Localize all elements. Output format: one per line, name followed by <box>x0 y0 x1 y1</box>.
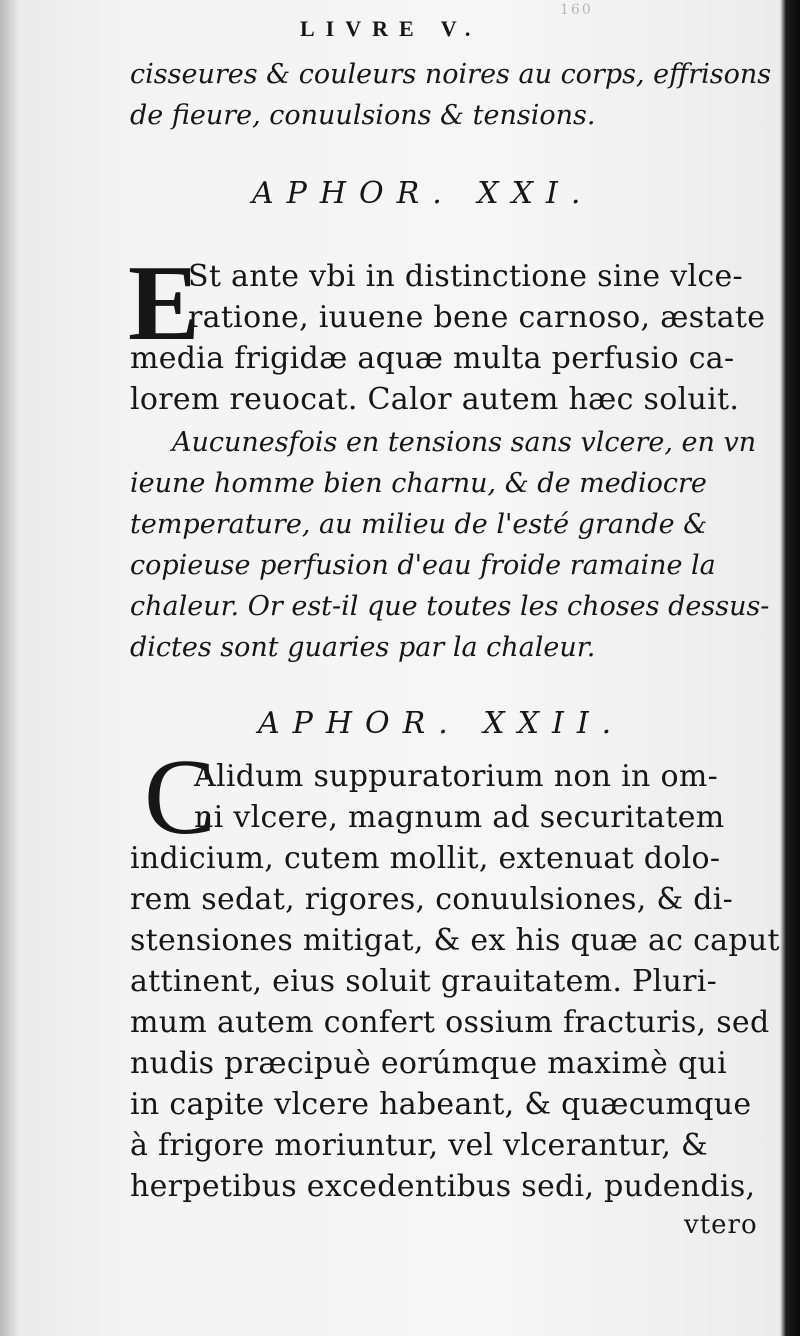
text-line: nudis præcipuè eorúmque maximè qui <box>130 1046 727 1081</box>
aphorism-heading-21: APHOR. XXI. <box>252 176 594 211</box>
text-line: stensiones mitigat, & ex his quæ ac caput <box>130 923 780 958</box>
french-text-21 <box>130 422 770 668</box>
text-line: indicium, cutem mollit, extenuat dolo- <box>130 841 721 876</box>
folio-number: 160 <box>560 2 593 18</box>
aphorism-heading-22: APHOR. XXII. <box>258 706 625 741</box>
opening-french-text <box>130 54 772 136</box>
text-line: copieuse perfusion d'eau froide ramaine la <box>130 550 716 581</box>
text-line: lorem reuocat. Calor autem hæc soluit. <box>130 382 740 417</box>
text-line: à frigore moriuntur, vel vlcerantur, & <box>130 1128 709 1163</box>
drop-cap-c: C <box>144 738 217 857</box>
latin-text-22 <box>130 756 780 1207</box>
text-line: in capite vlcere habeant, & quæcumque <box>130 1087 752 1122</box>
text-line: herpetibus excedentibus sedi, pudendis, <box>130 1169 756 1204</box>
text-line: cisseures & couleurs noires au corps, effrisons <box>130 59 772 90</box>
page-edge-shadow <box>0 0 18 1336</box>
text-line: mum autem confert ossium fracturis, sed <box>130 1005 770 1040</box>
latin-text-21 <box>128 244 766 420</box>
text-line: attinent, eius soluit grauitatem. Pluri- <box>130 964 718 999</box>
running-head: LIVRE V. <box>300 16 482 41</box>
drop-cap-e: E <box>128 244 201 363</box>
text-line: rem sedat, rigores, conuulsiones, & di- <box>130 882 734 917</box>
text-line: media frigidæ aquæ multa perfusio ca- <box>130 341 735 376</box>
text-line: ieune homme bien charnu, & de mediocre <box>130 468 707 499</box>
text-line: St ante vbi in distinctione sine vlce- <box>188 259 743 294</box>
text-line: dictes sont guaries par la chaleur. <box>130 632 596 663</box>
text-line: ni vlcere, magnum ad securitatem <box>194 800 725 835</box>
text-line: Aucunesfois en tensions sans vlcere, en vn <box>172 427 757 458</box>
text-line: chaleur. Or est-il que toutes les choses dessus- <box>130 591 770 622</box>
text-line: temperature, au milieu de l'esté grande & <box>130 509 708 540</box>
text-line: Alidum suppuratorium non in om- <box>194 759 719 794</box>
catchword: vtero <box>684 1210 758 1240</box>
text-line: de fieure, conuulsions & tensions. <box>130 100 596 131</box>
text-line: ratione, iuuene bene carnoso, æstate <box>188 300 766 335</box>
